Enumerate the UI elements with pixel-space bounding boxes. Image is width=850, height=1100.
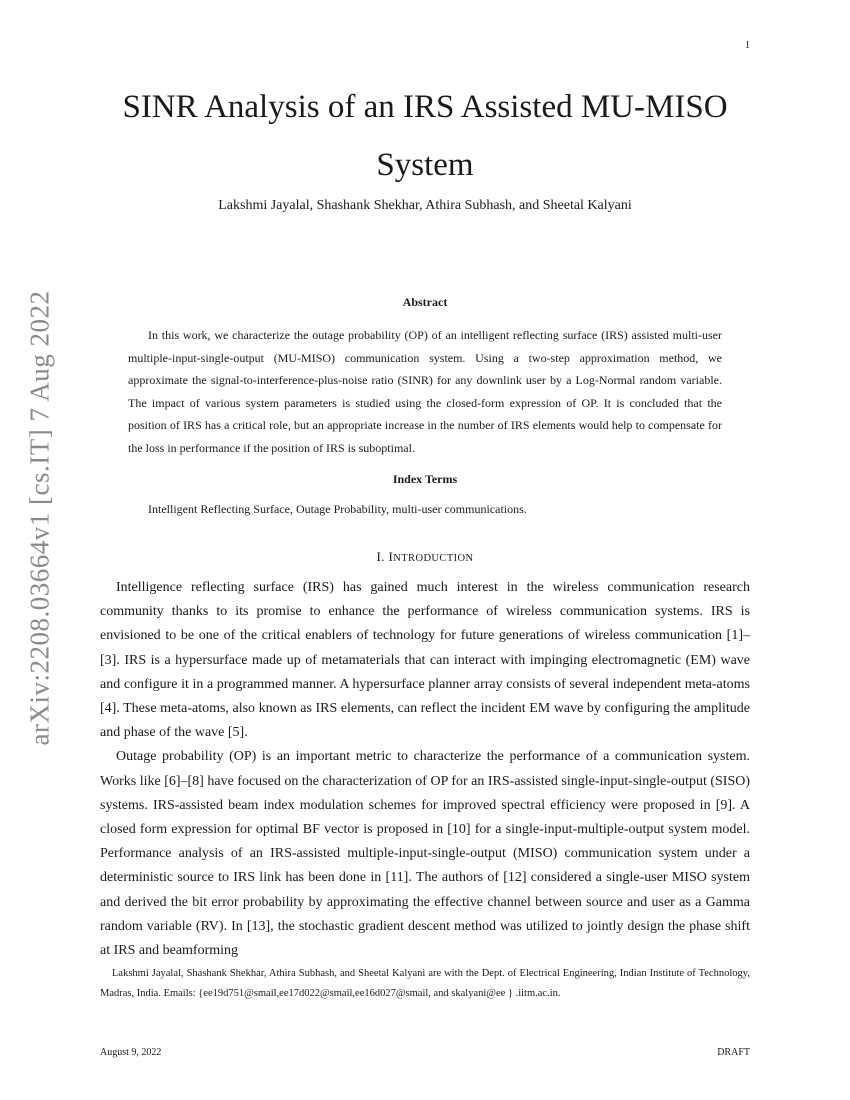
- author-list: Lakshmi Jayalal, Shashank Shekhar, Athira Subhash, and Sheetal Kalyani: [218, 198, 632, 213]
- arxiv-identifier-stamp: arXiv:2208.03664v1 [cs.IT] 7 Aug 2022: [24, 290, 55, 746]
- section-numeral: I.: [376, 549, 385, 564]
- section-title-initial: I: [388, 549, 394, 564]
- introduction-body: [100, 576, 750, 963]
- paragraph: Intelligence reflecting surface (IRS) has gained much interest in the wireless communication research community thanks to its promise to enhance the performance of wireless communication systems. IRS is envisioned to be one of the critical enablers of technology for future generations of wireless communication [1]–[3]. IRS is a hypersurface made up of metamaterials that can interact with impinging electromagnetic (EM) wave and configure it in a programmed manner. A hypersurface planner array consists of several independent meta-atoms [4]. These meta-atoms, also known as IRS elements, can reflect the incident EM wave by configuring the amplitude and phase of the wave [5].: [100, 580, 750, 741]
- abstract-text: In this work, we characterize the outage probability (OP) of an intelligent reflecting surface (IRS) assisted multi-user multiple-input-single-output (MU-MISO) communication system. Using a two-step approximation method, we approximate the signal-to-interference-plus-noise ratio (SINR) for any downlink user by a Log-Normal random variable. The impact of various system parameters is studied using the closed-form expression of OP. It is concluded that the position of IRS has a critical role, but an appropriate increase in the number of IRS elements would help to compensate for the loss in performance if the position of IRS is suboptimal.: [128, 328, 722, 455]
- abstract-heading: Abstract: [402, 295, 448, 309]
- footer-date: August 9, 2022: [100, 1047, 162, 1058]
- index-terms-heading: Index Terms: [392, 472, 458, 486]
- page-number: 1: [745, 40, 750, 51]
- author-affiliation-footnote: Lakshmi Jayalal, Shashank Shekhar, Athira Subhash, and Sheetal Kalyani are with the Dept. of Electrical Engineering, Indian Institute of Technology, Madras, India. Emails: {ee19d751@smail,ee17d022@smail,ee16d027@smail, and skalyani@ee } .iitm.ac.in.: [100, 968, 750, 999]
- section-heading-introduction: [100, 549, 750, 565]
- paragraph: Outage probability (OP) is an important metric to characterize the performance of a communication system. Works like [6]–[8] have focused on the characterization of OP for an IRS-assisted single-input-single-output (SISO) systems. IRS-assisted beam index modulation schemes for improved spectral efficiency were proposed in [9]. A closed form expression for optimal BF vector is proposed in [10] for a single-input-multiple-output system model. Performance analysis of an IRS-assisted multiple-input-single-output (MISO) communication system under a deterministic source to IRS link has been done in [11]. The authors of [12] considered a single-user MISO system and derived the bit error probability by approximating the effective channel between source and user as a Gamma random variable (RV). In [13], the stochastic gradient descent method was utilized to jointly design the phase shift at IRS and beamforming: [100, 749, 750, 959]
- footer-draft-label: DRAFT: [717, 1047, 750, 1058]
- paper-title: SINR Analysis of an IRS Assisted MU-MISO System: [122, 89, 728, 183]
- section-title-rest: NTRODUCTION: [393, 553, 474, 564]
- index-terms-text: Intelligent Reflecting Surface, Outage Probability, multi-user communications.: [148, 502, 527, 516]
